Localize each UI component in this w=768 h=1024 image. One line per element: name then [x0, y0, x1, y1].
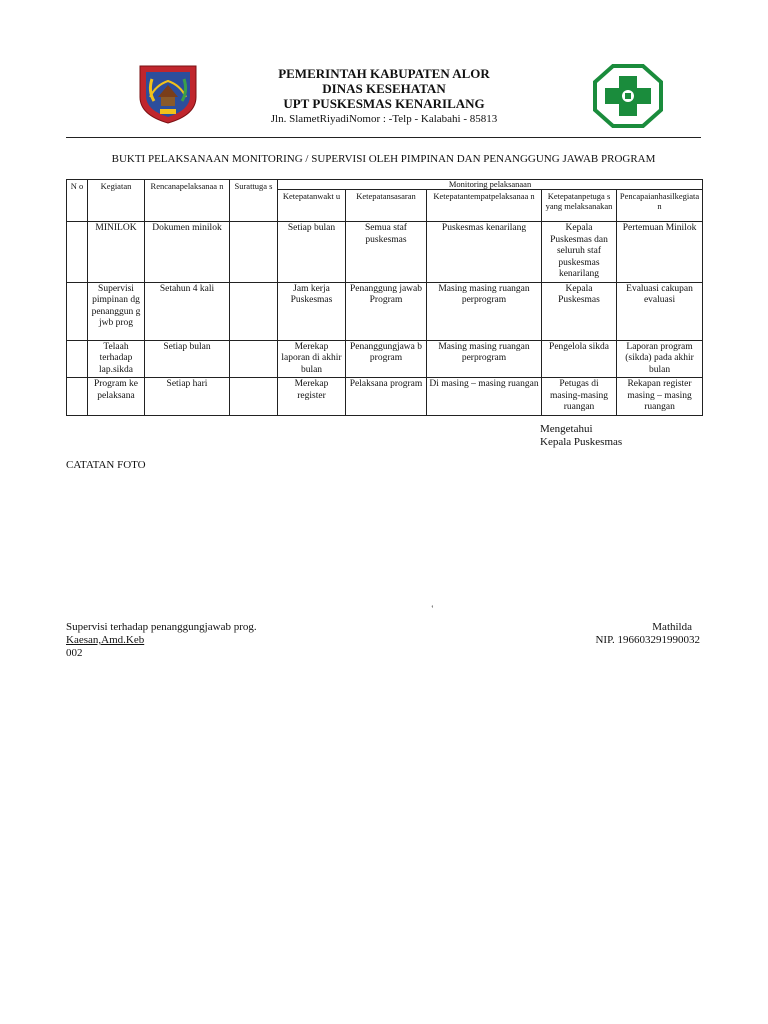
cell-surat	[230, 222, 278, 283]
cell-waktu: Setiap bulan	[278, 222, 346, 283]
cell-petugas: Kepala Puskesmas dan seluruh staf puskesmas kenarilang	[542, 222, 617, 283]
department-name: DINAS KESEHATAN	[322, 81, 446, 96]
cell-surat	[230, 282, 278, 340]
cell-no	[67, 378, 88, 416]
cell-no	[67, 222, 88, 283]
header-waktu: Ketepatanwakt u	[278, 190, 346, 222]
letterhead	[0, 0, 768, 140]
table-row	[67, 222, 703, 283]
government-name: PEMERINTAH KABUPATEN ALOR	[278, 66, 490, 81]
header-petugas: Ketepatanpetuga s yang melaksanakan	[542, 190, 617, 222]
header-tempat: Ketepatantempatpelaksanaa n	[427, 190, 542, 222]
approval-block	[540, 423, 622, 449]
mengetahui-label: Mengetahui	[540, 423, 593, 435]
document-title: BUKTI PELAKSANAAN MONITORING / SUPERVISI OLEH PIMPINAN DAN PENANGGUNG JAWAB PROGRAM	[111, 153, 656, 165]
cell-tempat: Di masing – masing ruangan	[427, 378, 542, 416]
signature-block	[595, 621, 700, 647]
cell-tempat: Masing masing ruangan perprogram	[427, 282, 542, 340]
cell-kegiatan: Telaah terhadap lap.sikda	[88, 340, 145, 378]
table-header-row	[67, 180, 703, 190]
table-row	[67, 282, 703, 340]
cell-sasaran: Penanggungjawa b program	[346, 340, 427, 378]
cell-surat	[230, 340, 278, 378]
signatory-name: Mathilda	[652, 621, 692, 633]
cell-hasil: Evaluasi cakupan evaluasi	[617, 282, 703, 340]
signatory-nip: NIP. 196603291990032	[595, 634, 700, 646]
cell-waktu: Jam kerja Puskesmas	[278, 282, 346, 340]
address: Jln. SlametRiyadiNomor : -Telp - Kalabahi - 85813	[270, 113, 498, 125]
letterhead-text	[200, 66, 568, 126]
cell-hasil: Rekapan register masing – masing ruangan	[617, 378, 703, 416]
monitoring-table	[66, 179, 703, 416]
table-row	[67, 378, 703, 416]
cell-no	[67, 282, 88, 340]
cell-kegiatan: Program ke pelaksana	[88, 378, 145, 416]
supervisor-caption: Supervisi terhadap penanggungjawab prog.	[66, 621, 257, 633]
cell-tempat: Puskesmas kenarilang	[427, 222, 542, 283]
supervisor-number: 002	[66, 647, 83, 659]
header-surat-tugas: Surattuga s	[230, 180, 278, 222]
puskesmas-cross-logo-icon	[593, 64, 663, 128]
cell-rencana: Setiap bulan	[145, 340, 230, 378]
supervisor-block	[66, 621, 257, 660]
header-monitoring: Monitoring pelaksanaan	[278, 180, 703, 190]
table-row	[67, 340, 703, 378]
cell-tempat: Masing masing ruangan perprogram	[427, 340, 542, 378]
supervisor-name: Kaesan,Amd.Keb	[66, 634, 145, 646]
header-rencana: Rencanapelaksanaa n	[145, 180, 230, 222]
cell-sasaran: Semua staf puskesmas	[346, 222, 427, 283]
cell-waktu: Merekap laporan di akhir bulan	[278, 340, 346, 378]
alor-regency-emblem-icon	[134, 63, 202, 125]
header-sasaran: Ketepatansasaran	[346, 190, 427, 222]
cell-rencana: Dokumen minilok	[145, 222, 230, 283]
cell-kegiatan: MINILOK	[88, 222, 145, 283]
cell-petugas: Petugas di masing-masing ruangan	[542, 378, 617, 416]
cell-kegiatan: Supervisi pimpinan dg penanggun g jwb prog	[88, 282, 145, 340]
header-kegiatan: Kegiatan	[88, 180, 145, 222]
cell-surat	[230, 378, 278, 416]
stray-mark: ‛	[431, 604, 434, 613]
unit-name: UPT PUSKESMAS KENARILANG	[283, 96, 485, 111]
header-divider	[66, 137, 701, 138]
cell-no	[67, 340, 88, 378]
cell-hasil: Laporan program (sikda) pada akhir bulan	[617, 340, 703, 378]
cell-hasil: Pertemuan Minilok	[617, 222, 703, 283]
cell-rencana: Setahun 4 kali	[145, 282, 230, 340]
photo-notes-heading: CATATAN FOTO	[66, 459, 146, 471]
cell-waktu: Merekap register	[278, 378, 346, 416]
header-no: N o	[67, 180, 88, 222]
cell-sasaran: Pelaksana program	[346, 378, 427, 416]
cell-petugas: Kepala Puskesmas	[542, 282, 617, 340]
cell-rencana: Setiap hari	[145, 378, 230, 416]
cell-petugas: Pengelola sikda	[542, 340, 617, 378]
header-hasil: Pencapaianhasilkegiata n	[617, 190, 703, 222]
cell-sasaran: Penanggung jawab Program	[346, 282, 427, 340]
kepala-puskesmas-label: Kepala Puskesmas	[540, 436, 623, 448]
